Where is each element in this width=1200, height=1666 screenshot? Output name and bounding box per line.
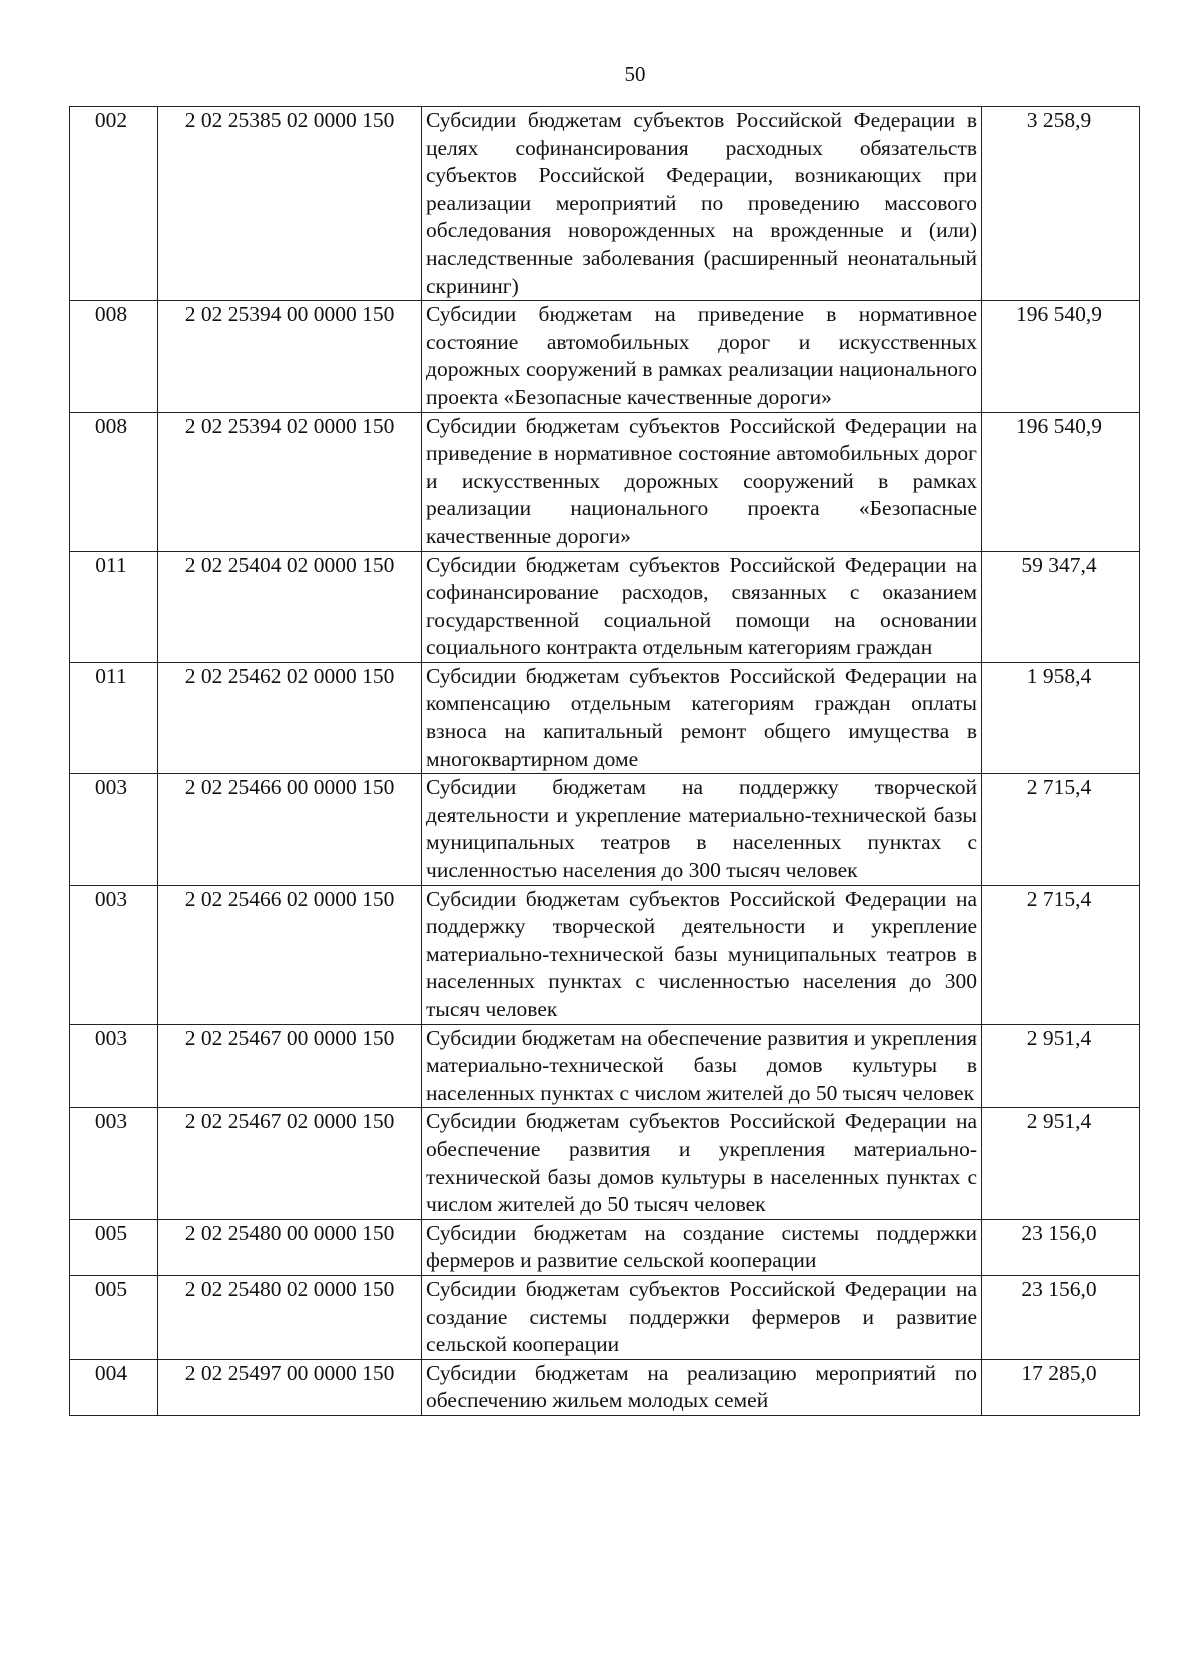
table-row [70,885,1140,1024]
amount-cell: 3 258,9 [982,107,1140,301]
budget-code-cell: 2 02 25404 02 0000 150 [158,551,422,662]
revenue-name-cell: Субсидии бюджетам на приведение в нормативное состояние автомобильных дорог и искусственных дорожных сооружений в рамках реализации национального проекта «Безопасные качественные дороги» [422,301,982,412]
amount-cell: 196 540,9 [982,412,1140,551]
revenue-name-cell: Субсидии бюджетам субъектов Российской Федерации на приведение в нормативное состояние автомобильных дорог и искусственных дорожных сооружений в рамках реализации национального проекта «Безопасные качественные дороги» [422,412,982,551]
budget-code-cell: 2 02 25467 02 0000 150 [158,1108,422,1219]
revenue-name-cell: Субсидии бюджетам на реализацию мероприятий по обеспечению жильем молодых семей [422,1359,982,1415]
revenue-name-cell: Субсидии бюджетам субъектов Российской Федерации на обеспечение развития и укрепления материально-технической базы домов культуры в населенных пунктах с числом жителей до 50 тысяч человек [422,1108,982,1219]
table-row [70,662,1140,773]
amount-cell: 23 156,0 [982,1275,1140,1359]
amount-cell: 17 285,0 [982,1359,1140,1415]
amount-cell: 2 951,4 [982,1024,1140,1108]
table-row [70,107,1140,301]
budget-code-cell: 2 02 25497 00 0000 150 [158,1359,422,1415]
revenue-name-cell: Субсидии бюджетам субъектов Российской Федерации в целях софинансирования расходных обязательств субъектов Российской Федерации, возникающих при реализации мероприятий по проведению массового обследования новорожденных на врожденные и (или) наследственные заболевания (расширенный неонатальный скрининг) [422,107,982,301]
table-row [70,1024,1140,1108]
admin-code-cell: 003 [70,1108,158,1219]
admin-code-cell: 011 [70,662,158,773]
budget-code-cell: 2 02 25480 02 0000 150 [158,1275,422,1359]
budget-code-cell: 2 02 25385 02 0000 150 [158,107,422,301]
amount-cell: 2 951,4 [982,1108,1140,1219]
admin-code-cell: 002 [70,107,158,301]
admin-code-cell: 005 [70,1275,158,1359]
budget-revenue-table [69,106,1140,1416]
revenue-name-cell: Субсидии бюджетам на поддержку творческой деятельности и укрепление материально-технической базы муниципальных театров в населенных пунктах с численностью населения до 300 тысяч человек [422,774,982,885]
admin-code-cell: 005 [70,1219,158,1275]
table-row [70,774,1140,885]
admin-code-cell: 004 [70,1359,158,1415]
admin-code-cell: 008 [70,412,158,551]
table-row [70,412,1140,551]
amount-cell: 2 715,4 [982,774,1140,885]
budget-code-cell: 2 02 25466 00 0000 150 [158,774,422,885]
revenue-name-cell: Субсидии бюджетам субъектов Российской Федерации на софинансирование расходов, связанных с оказанием государственной социальной помощи на основании социального контракта отдельным категориям граждан [422,551,982,662]
budget-code-cell: 2 02 25466 02 0000 150 [158,885,422,1024]
budget-code-cell: 2 02 25394 02 0000 150 [158,412,422,551]
admin-code-cell: 011 [70,551,158,662]
revenue-name-cell: Субсидии бюджетам субъектов Российской Федерации на поддержку творческой деятельности и укрепление материально-технической базы муниципальных театров в населенных пунктах с численностью населения до 300 тысяч человек [422,885,982,1024]
admin-code-cell: 008 [70,301,158,412]
revenue-name-cell: Субсидии бюджетам субъектов Российской Федерации на компенсацию отдельным категориям граждан оплаты взноса на капитальный ремонт общего имущества в многоквартирном доме [422,662,982,773]
amount-cell: 196 540,9 [982,301,1140,412]
table-row [70,1108,1140,1219]
table-row [70,1359,1140,1415]
amount-cell: 23 156,0 [982,1219,1140,1275]
budget-code-cell: 2 02 25467 00 0000 150 [158,1024,422,1108]
amount-cell: 2 715,4 [982,885,1140,1024]
amount-cell: 1 958,4 [982,662,1140,773]
page-number: 50 [624,62,646,86]
table-row [70,1275,1140,1359]
admin-code-cell: 003 [70,885,158,1024]
amount-cell: 59 347,4 [982,551,1140,662]
table-row [70,1219,1140,1275]
table-row [70,551,1140,662]
admin-code-cell: 003 [70,1024,158,1108]
revenue-name-cell: Субсидии бюджетам на создание системы поддержки фермеров и развитие сельской кооперации [422,1219,982,1275]
table-row [70,301,1140,412]
revenue-name-cell: Субсидии бюджетам на обеспечение развития и укрепления материально-технической базы домов культуры в населенных пунктах с числом жителей до 50 тысяч человек [422,1024,982,1108]
revenue-name-cell: Субсидии бюджетам субъектов Российской Федерации на создание системы поддержки фермеров и развитие сельской кооперации [422,1275,982,1359]
budget-code-cell: 2 02 25480 00 0000 150 [158,1219,422,1275]
budget-code-cell: 2 02 25462 02 0000 150 [158,662,422,773]
admin-code-cell: 003 [70,774,158,885]
budget-code-cell: 2 02 25394 00 0000 150 [158,301,422,412]
